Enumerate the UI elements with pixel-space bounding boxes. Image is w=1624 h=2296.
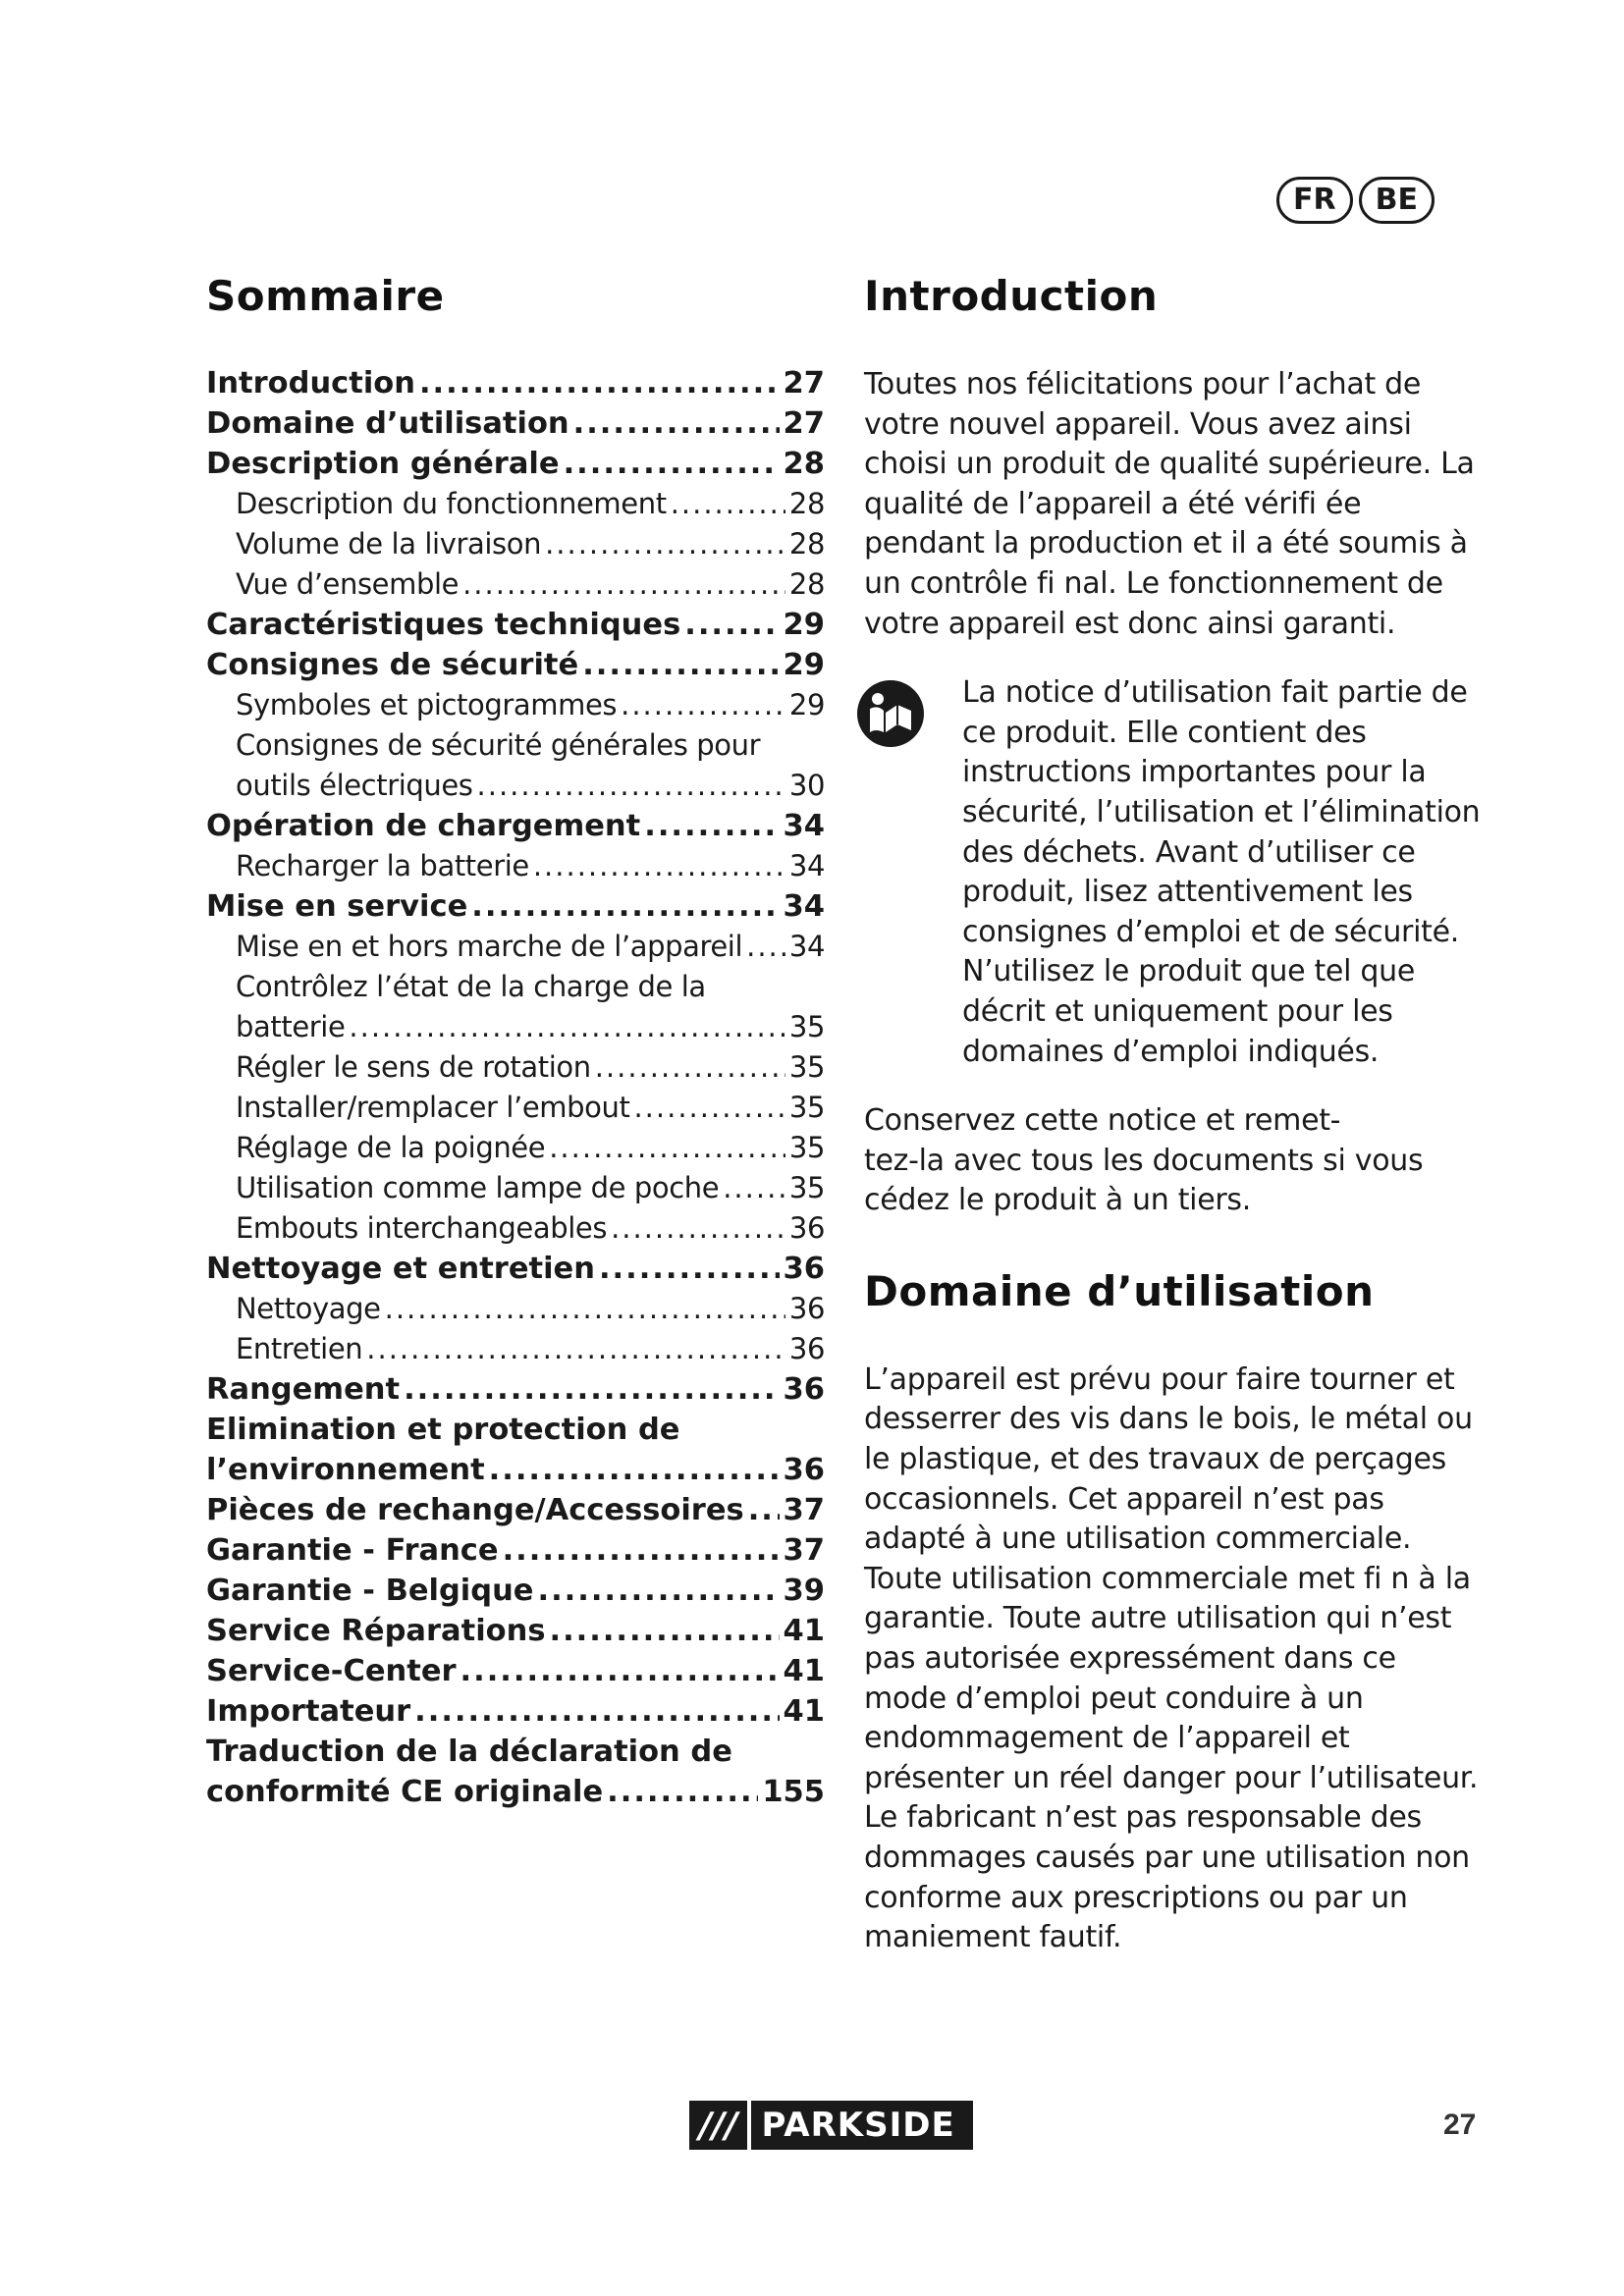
toc-entry-page: 29: [783, 608, 825, 642]
toc-leader-dots: [644, 806, 779, 846]
toc-leader-dots: [607, 1772, 758, 1812]
toc-entry-page: 36: [788, 1332, 825, 1365]
toc-entry-title: Opération de chargement: [206, 809, 641, 843]
toc-leader-dots: [671, 484, 785, 524]
toc-entry-title: Mise en et hors marche de l’appareil: [236, 930, 743, 963]
toc-entry-title: Garantie - Belgique: [206, 1574, 534, 1608]
parkside-logo: [689, 2101, 973, 2150]
toc-entry-title: Caractéristiques techniques: [206, 608, 681, 642]
toc-entry: [206, 1208, 825, 1249]
toc-entry-page: 155: [762, 1775, 825, 1809]
toc-leader-dots: [477, 766, 785, 806]
toc-entry-page: 34: [783, 809, 825, 843]
toc-entry-title: Symboles et pictogrammes: [236, 688, 618, 721]
toc-entry-page: 36: [783, 1252, 825, 1286]
toc-entry-page: 37: [783, 1493, 825, 1527]
toc-entry: [206, 766, 825, 806]
notice-block: [864, 673, 1483, 1221]
toc-entry-page: 34: [788, 849, 825, 882]
toc-entry: [206, 605, 825, 645]
toc-leader-dots: [549, 1611, 779, 1651]
toc-entry-page: 34: [788, 930, 825, 963]
toc-entry-title: Consignes de sécurité: [206, 648, 579, 682]
toc-entry: [206, 1088, 825, 1128]
toc-leader-dots: [404, 1369, 779, 1410]
toc-leader-dots: [611, 1208, 785, 1249]
toc-entry: [206, 564, 825, 605]
toc-entry-page: 41: [783, 1694, 825, 1729]
toc-entry-title: Service Réparations: [206, 1614, 546, 1648]
toc-entry: [206, 1691, 825, 1732]
toc-entry-page: 28: [788, 567, 825, 601]
toc-leader-dots: [549, 1128, 785, 1168]
toc-leader-dots: [471, 886, 779, 927]
toc-leader-dots: [533, 846, 785, 886]
toc-leader-dots: [489, 1450, 780, 1490]
toc-entry-title: Garantie - France: [206, 1533, 499, 1568]
toc-entry: [206, 1651, 825, 1691]
toc-leader-dots: [414, 1691, 779, 1732]
toc-entry-page: 28: [783, 447, 825, 481]
usage-paragraph-1: L’appareil est prévu pour faire tourner et desserrer des vis dans le bois, le métal ou le plastique, et des travaux de perçages occasionnels. Cet appareil n’est pas adapté à une utilisation commerciale. Toute utilisation commerciale met fi n à la garantie. Toute autre utilisation qui n’est pas autorisée expressément dans ce mode d’emploi peut conduire à un endommagement de l’appareil et présenter un réel danger pour l’utilisateur.: [864, 1362, 1479, 1795]
keep-notice-line-2: tez-la avec tous les documents si vous cédez le produit à un tiers.: [864, 1143, 1424, 1218]
toc-entry-page: 37: [783, 1533, 825, 1568]
usage-title: Domaine d’utilisation: [864, 1266, 1375, 1315]
toc-leader-dots: [419, 363, 780, 403]
toc-entry-page: 35: [788, 1050, 825, 1084]
toc-entry: [206, 484, 825, 524]
toc-entry-page: 30: [788, 769, 825, 802]
toc-entry-title: Elimination et protection de: [206, 1413, 680, 1447]
toc-entry-title: Pièces de rechange/Accessoires: [206, 1493, 744, 1527]
toc-entry: [206, 685, 825, 725]
toc-leader-dots: [633, 1088, 785, 1128]
toc-entry: [206, 725, 825, 766]
toc-entry-title: outils électriques: [236, 769, 473, 802]
toc-entry: [206, 1490, 825, 1530]
toc-entry: [206, 1047, 825, 1088]
toc-entry: [206, 645, 825, 685]
toc-entry-page: 35: [788, 1010, 825, 1043]
toc-entry-title: Embouts interchangeables: [236, 1211, 608, 1245]
toc-entry: [206, 1249, 825, 1289]
read-manual-icon: [856, 679, 925, 748]
toc-entry-page: 28: [788, 527, 825, 561]
toc-entry-title: Consignes de sécurité générales pour: [236, 728, 761, 762]
toc-list: [206, 363, 825, 1812]
toc-title: Sommaire: [206, 272, 445, 320]
toc-leader-dots: [366, 1329, 785, 1369]
toc-entry-title: Entretien: [236, 1332, 363, 1365]
main-content: [864, 267, 1483, 1958]
notice-text: La notice d’utilisation fait partie de ce produit. Elle contient des instructions importantes pour la sécurité, l’utilisation et l’élimination des déchets. Avant d’utiliser ce produit, lisez attentivement les consignes d’emploi et de sécurité. N’utilisez le produit que tel que décrit et uniquement pour les domaines d’emploi indiqués.: [962, 675, 1481, 1069]
toc-leader-dots: [595, 1047, 785, 1088]
toc-entry: [206, 1571, 825, 1611]
toc-entry-page: 36: [788, 1292, 825, 1325]
toc-entry: [206, 1530, 825, 1571]
toc-leader-dots: [573, 403, 780, 444]
toc-entry: [206, 1772, 825, 1812]
introduction-title: Introduction: [864, 272, 1159, 320]
toc-entry-page: 27: [783, 406, 825, 441]
toc-leader-dots: [748, 1490, 780, 1530]
toc-leader-dots: [545, 524, 785, 564]
toc-entry: [206, 886, 825, 927]
toc-entry-title: Service-Center: [206, 1654, 457, 1688]
toc-leader-dots: [723, 1168, 785, 1208]
toc-entry: [206, 1369, 825, 1410]
toc-entry-title: Vue d’ensemble: [236, 567, 460, 601]
keep-notice-line-1: Conservez cette notice et remet-: [864, 1103, 1341, 1139]
toc-entry-page: 35: [788, 1131, 825, 1164]
toc-entry: [206, 1611, 825, 1651]
toc-entry-title: Volume de la livraison: [236, 527, 542, 561]
toc-leader-dots: [460, 1651, 780, 1691]
toc-entry: [206, 444, 825, 484]
toc-entry-page: 35: [788, 1171, 825, 1204]
toc-leader-dots: [621, 685, 785, 725]
toc-entry: [206, 1289, 825, 1329]
toc-entry-page: 28: [788, 487, 825, 520]
toc-entry: [206, 1450, 825, 1490]
toc-entry: [206, 1329, 825, 1369]
toc-entry-page: 39: [783, 1574, 825, 1608]
toc-entry-title: Mise en service: [206, 889, 468, 924]
toc-entry: [206, 403, 825, 444]
toc-entry-title: Description générale: [206, 447, 560, 481]
toc-entry: [206, 967, 825, 1007]
toc-entry: [206, 1168, 825, 1208]
toc-entry: [206, 1007, 825, 1047]
toc-entry-title: Introduction: [206, 366, 415, 400]
toc-leader-dots: [385, 1289, 785, 1329]
toc-entry-page: 29: [788, 688, 825, 721]
logo-slashes: ///: [699, 2105, 738, 2146]
toc-entry-title: Utilisation comme lampe de poche: [236, 1171, 720, 1204]
toc-leader-dots: [746, 927, 785, 967]
toc-entry-page: 34: [783, 889, 825, 924]
introduction-paragraph: Toutes nos félicitations pour l’achat de votre nouvel appareil. Vous avez ainsi choisi un produit de qualité supérieure. La qualité de l’appareil a été vérifi ée pendant la production et il a été soumis à un contrôle fi nal. Le fonctionnement de votre appareil est donc ainsi garanti.: [864, 367, 1475, 641]
toc-entry-title: l’environnement: [206, 1453, 485, 1487]
toc-entry: [206, 524, 825, 564]
toc-leader-dots: [503, 1530, 780, 1571]
toc-entry-title: Réglage de la poignée: [236, 1131, 546, 1164]
toc-entry-page: 36: [783, 1453, 825, 1487]
toc-entry: [206, 927, 825, 967]
toc-entry-title: Domaine d’utilisation: [206, 406, 569, 441]
lang-badge-fr: FR: [1276, 177, 1353, 224]
toc-entry: [206, 846, 825, 886]
table-of-contents: [206, 267, 825, 1812]
logo-name: PARKSIDE: [761, 2106, 955, 2145]
toc-entry: [206, 1410, 825, 1450]
toc-entry-page: 35: [788, 1091, 825, 1124]
lang-badge-be: BE: [1359, 177, 1435, 224]
toc-entry: [206, 1732, 825, 1772]
toc-entry-page: 29: [783, 648, 825, 682]
toc-leader-dots: [564, 444, 780, 484]
usage-paragraph-2: Le fabricant n’est pas responsable des dommages causés par une utilisation non conforme aux prescriptions ou par un maniement fautif.: [864, 1800, 1470, 1955]
toc-entry-title: conformité CE originale: [206, 1775, 604, 1809]
toc-entry-page: 41: [783, 1614, 825, 1648]
toc-entry: [206, 1128, 825, 1168]
toc-entry-title: Description du fonctionnement: [236, 487, 667, 520]
toc-leader-dots: [599, 1249, 780, 1289]
toc-entry-page: 41: [783, 1654, 825, 1688]
toc-leader-dots: [349, 1007, 785, 1047]
toc-entry-title: Nettoyage: [236, 1292, 381, 1325]
toc-entry-title: batterie: [236, 1010, 346, 1043]
toc-entry-page: 27: [783, 366, 825, 400]
toc-entry-title: Contrôlez l’état de la charge de la: [236, 970, 706, 1003]
toc-entry-title: Installer/remplacer l’embout: [236, 1091, 630, 1124]
language-badges: [1276, 177, 1435, 224]
toc-entry-title: Rangement: [206, 1372, 401, 1407]
toc-entry-page: 36: [783, 1372, 825, 1407]
toc-entry-title: Traduction de la déclaration de: [206, 1735, 732, 1769]
toc-entry: [206, 806, 825, 846]
toc-entry-page: 36: [788, 1211, 825, 1245]
toc-leader-dots: [537, 1571, 779, 1611]
toc-leader-dots: [684, 605, 779, 645]
page-number: 27: [1443, 2109, 1477, 2141]
toc-entry-title: Recharger la batterie: [236, 849, 529, 882]
toc-entry: [206, 363, 825, 403]
toc-entry-title: Régler le sens de rotation: [236, 1050, 591, 1084]
toc-leader-dots: [582, 645, 779, 685]
toc-leader-dots: [462, 564, 785, 605]
toc-entry-title: Importateur: [206, 1694, 411, 1729]
toc-entry-title: Nettoyage et entretien: [206, 1252, 595, 1286]
